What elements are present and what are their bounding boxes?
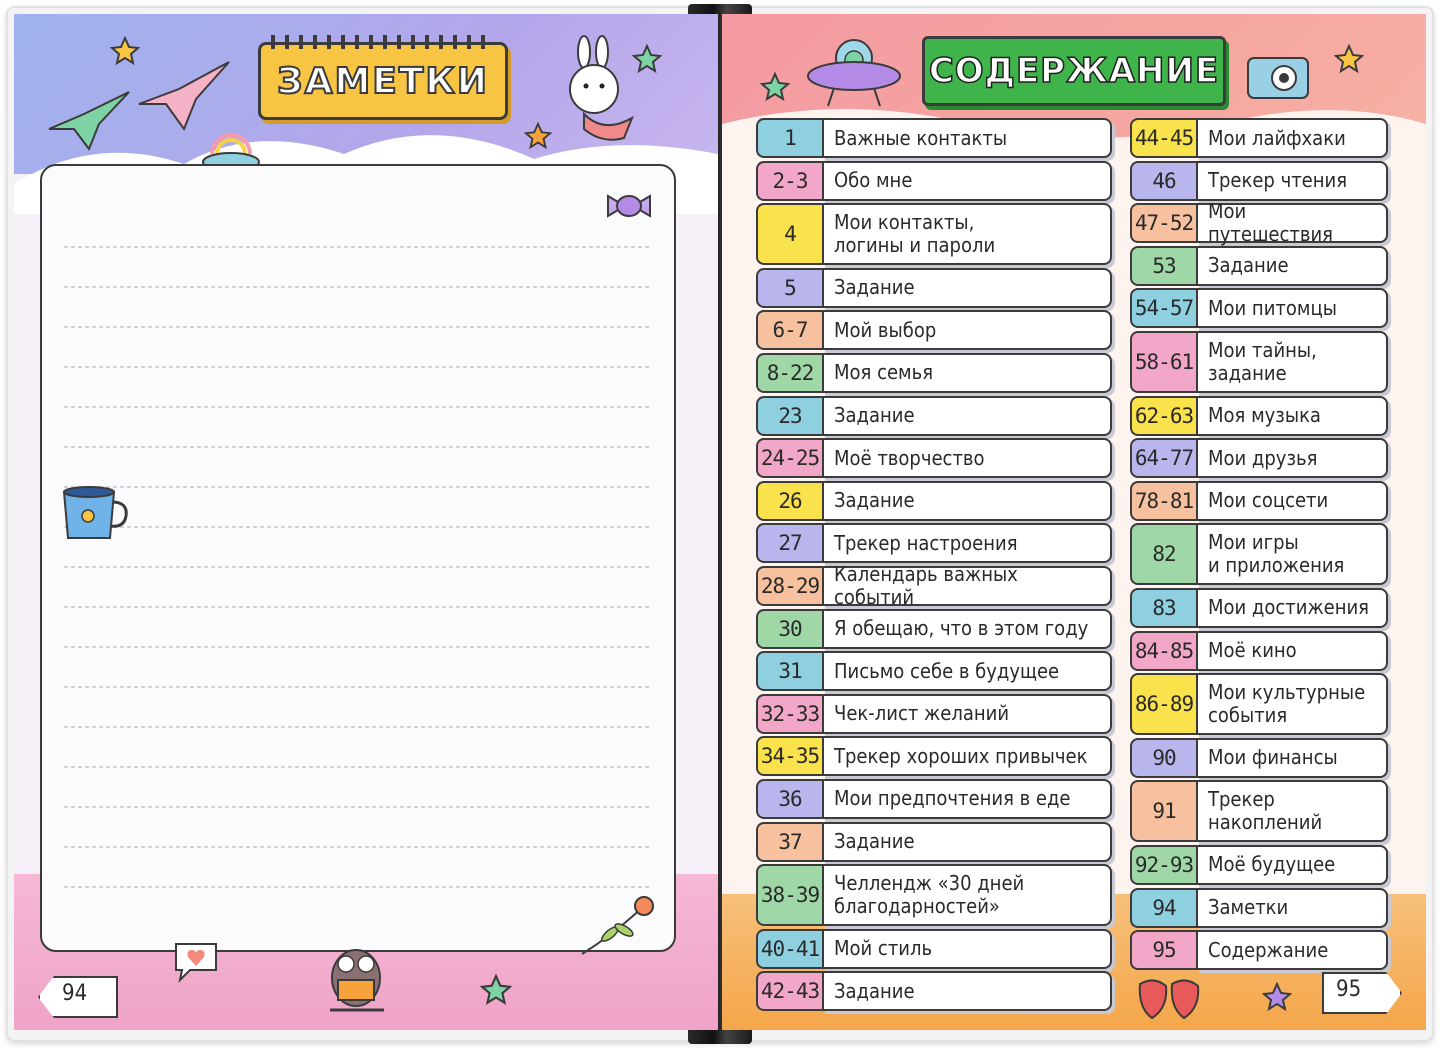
toc-page-number: 5 xyxy=(756,268,822,308)
toc-entry-label: Задание xyxy=(834,829,915,853)
toc-page-number: 64-77 xyxy=(1130,438,1196,478)
toc-entry-label-box xyxy=(1196,118,1388,158)
toc-entry[interactable] xyxy=(1130,396,1388,436)
toc-page-number: 27 xyxy=(756,523,822,563)
toc-entry-label: Задание xyxy=(834,978,915,1003)
contents-column-left xyxy=(756,118,1112,1014)
toc-page-number: 86-89 xyxy=(1130,673,1196,735)
contents-title-tag xyxy=(922,36,1226,106)
toc-entry-label-box xyxy=(822,561,1112,609)
toc-entry[interactable] xyxy=(1130,438,1388,478)
toc-entry-label-box xyxy=(1196,288,1388,328)
toc-entry-label-box xyxy=(822,971,1112,1011)
toc-entry-label: Мои питомцы xyxy=(1208,295,1337,320)
toc-page-number: 24-25 xyxy=(756,438,822,478)
toc-page-number: 92-93 xyxy=(1130,845,1196,885)
paper-crane-green-icon xyxy=(44,84,134,154)
toc-entry-label: Обо мне xyxy=(834,168,913,193)
toc-entry-label: Трекер накоплений xyxy=(1208,787,1323,835)
toc-entry[interactable] xyxy=(756,864,1112,926)
toc-entry[interactable] xyxy=(756,523,1112,563)
toc-entry[interactable] xyxy=(756,481,1112,521)
toc-page-number: 23 xyxy=(756,396,822,436)
toc-entry-label: Письмо себе в будущее xyxy=(834,658,1060,683)
toc-entry-label: Моё творчество xyxy=(834,445,985,470)
toc-page-number: 1 xyxy=(756,118,822,158)
toc-entry[interactable] xyxy=(756,822,1112,862)
toc-entry[interactable] xyxy=(1130,673,1388,735)
toc-entry[interactable] xyxy=(756,779,1112,819)
toc-entry[interactable] xyxy=(756,161,1112,201)
toc-entry[interactable] xyxy=(1130,780,1388,842)
toc-page-number: 84-85 xyxy=(1130,631,1196,671)
toc-page-number: 28-29 xyxy=(756,566,822,606)
toc-entry-label: Челлендж «30 дней благодарностей» xyxy=(834,871,1025,919)
toc-entry-label: Мои игры и приложения xyxy=(1208,530,1345,578)
toc-entry[interactable] xyxy=(1130,588,1388,628)
toc-page-number: 95 xyxy=(1130,930,1196,970)
page-number-tab xyxy=(1322,972,1402,1014)
contents-page xyxy=(722,14,1426,1030)
toc-entry[interactable] xyxy=(1130,523,1388,585)
notes-area[interactable] xyxy=(40,164,676,952)
toc-entry-label-box xyxy=(822,609,1112,649)
toc-entry-label-box xyxy=(1196,481,1388,521)
toc-entry-label: Заметки xyxy=(1208,895,1289,919)
toc-entry-label-box xyxy=(822,779,1112,819)
toc-entry-label: Мои соцсети xyxy=(1208,488,1329,513)
toc-page-number: 44-45 xyxy=(1130,118,1196,158)
toc-entry-label-box xyxy=(822,203,1112,265)
toc-entry-label-box xyxy=(822,353,1112,393)
toc-entry[interactable] xyxy=(756,609,1112,649)
heart-bubble-icon xyxy=(170,938,222,984)
toc-entry-label-box xyxy=(822,118,1112,158)
toc-entry-label-box xyxy=(822,161,1112,201)
toc-entry-label: Я обещаю, что в этом году xyxy=(834,616,1089,641)
toc-entry-label: Календарь важных событий xyxy=(834,561,1018,609)
toc-entry-label-box xyxy=(1196,331,1388,393)
toc-entry-label-box xyxy=(822,929,1112,969)
toc-entry-label-box xyxy=(1196,738,1388,778)
toc-entry[interactable] xyxy=(756,651,1112,691)
toc-entry[interactable] xyxy=(756,118,1112,158)
toc-page-number: 42-43 xyxy=(756,971,822,1011)
toc-page-number: 82 xyxy=(1130,523,1196,585)
toc-entry[interactable] xyxy=(1130,118,1388,158)
toc-entry-label: Мой выбор xyxy=(834,317,937,342)
page-title: СОДЕРЖАНИЕ xyxy=(928,51,1220,91)
toc-entry[interactable] xyxy=(1130,331,1388,393)
toc-entry-label-box xyxy=(1196,780,1388,842)
toc-entry-label: Задание xyxy=(834,275,915,300)
star-icon xyxy=(1262,982,1292,1012)
toc-page-number: 31 xyxy=(756,651,822,691)
toc-entry[interactable] xyxy=(1130,845,1388,885)
toc-entry[interactable] xyxy=(756,561,1112,609)
camera-icon xyxy=(1244,46,1312,102)
toc-entry-label: Мои предпочтения в еде xyxy=(834,786,1071,811)
toc-entry-label: Моё будущее xyxy=(1208,852,1336,877)
toc-entry-label: Трекер хороших привычек xyxy=(834,743,1088,768)
toc-entry-label-box xyxy=(822,396,1112,436)
toc-entry-label: Задание xyxy=(834,488,915,513)
toc-entry-label-box xyxy=(1196,588,1388,628)
toc-page-number: 38-39 xyxy=(756,864,822,926)
toc-entry-label-box xyxy=(822,438,1112,478)
toc-entry-label-box xyxy=(822,694,1112,734)
paper-crane-pink-icon xyxy=(134,54,234,134)
toc-page-number: 6-7 xyxy=(756,310,822,350)
toc-entry[interactable] xyxy=(1130,481,1388,521)
toc-entry-label: Чек-лист желаний xyxy=(834,701,1010,726)
toc-page-number: 58-61 xyxy=(1130,331,1196,393)
toc-page-number: 54-57 xyxy=(1130,288,1196,328)
toc-page-number: 91 xyxy=(1130,780,1196,842)
toc-entry[interactable] xyxy=(756,438,1112,478)
toc-entry[interactable] xyxy=(756,736,1112,776)
star-icon xyxy=(1334,44,1364,74)
toc-page-number: 4 xyxy=(756,203,822,265)
toc-entry-label: Содержание xyxy=(1208,937,1329,962)
toc-entry-label: Трекер настроения xyxy=(834,530,1018,555)
toc-entry-label: Моя семья xyxy=(834,360,934,385)
toc-page-number: 62-63 xyxy=(1130,396,1196,436)
toc-entry-label: Мои контакты, логины и пароли xyxy=(834,210,996,258)
toc-entry-label-box xyxy=(822,523,1112,563)
toc-entry-label: Моё кино xyxy=(1208,638,1297,663)
star-icon xyxy=(760,72,790,102)
contents-column-right xyxy=(1130,118,1388,973)
toc-entry-label-box xyxy=(1196,631,1388,671)
star-icon xyxy=(480,974,512,1006)
toc-entry-label-box xyxy=(1196,930,1388,970)
toc-entry-label-box xyxy=(822,268,1112,308)
bunny-mermaid-icon xyxy=(554,34,634,144)
toc-entry[interactable] xyxy=(1130,930,1388,970)
toc-entry-label: Мои финансы xyxy=(1208,745,1338,770)
toc-entry[interactable] xyxy=(756,353,1112,393)
toc-entry-label-box xyxy=(1196,246,1388,286)
toc-page-number: 37 xyxy=(756,822,822,862)
toc-entry[interactable] xyxy=(756,929,1112,969)
toc-page-number: 46 xyxy=(1130,161,1196,201)
toc-entry[interactable] xyxy=(756,694,1112,734)
page-number: 94 xyxy=(62,981,88,1006)
toc-entry-label-box xyxy=(1196,438,1388,478)
toc-entry[interactable] xyxy=(1130,246,1388,286)
toc-entry-label-box xyxy=(1196,199,1388,247)
toc-entry-label-box xyxy=(1196,673,1388,735)
toc-page-number: 30 xyxy=(756,609,822,649)
toc-entry-label-box xyxy=(822,736,1112,776)
toc-entry-label-box xyxy=(822,481,1112,521)
ufo-icon xyxy=(804,26,904,112)
notes-lines xyxy=(64,208,652,924)
toc-page-number: 90 xyxy=(1130,738,1196,778)
toc-entry-label-box xyxy=(1196,396,1388,436)
toc-entry-label-box xyxy=(1196,161,1388,201)
toc-page-number: 36 xyxy=(756,779,822,819)
toc-page-number: 47-52 xyxy=(1130,203,1196,243)
toc-entry-label: Мои путешествия xyxy=(1208,199,1333,247)
toc-page-number: 40-41 xyxy=(756,929,822,969)
notes-title-tag xyxy=(258,42,508,120)
toc-entry-label-box xyxy=(1196,523,1388,585)
toc-entry-label: Мои тайны, задание xyxy=(1208,337,1317,385)
toc-page-number: 78-81 xyxy=(1130,481,1196,521)
toc-entry-label-box xyxy=(822,310,1112,350)
toc-entry[interactable] xyxy=(756,203,1112,265)
toc-entry[interactable] xyxy=(756,971,1112,1011)
toc-page-number: 34-35 xyxy=(756,736,822,776)
toc-entry[interactable] xyxy=(1130,888,1388,928)
toc-entry-label: Моя музыка xyxy=(1208,403,1321,428)
toc-entry-label: Мои культурные события xyxy=(1208,680,1366,728)
toc-entry-label: Задание xyxy=(1208,253,1289,278)
toc-entry-label-box xyxy=(822,651,1112,691)
toc-entry-label: Мой стиль xyxy=(834,936,933,961)
candy-icon xyxy=(606,188,652,224)
toc-page-number: 32-33 xyxy=(756,694,822,734)
page-title: ЗАМЕТКИ xyxy=(277,60,489,102)
page-number: 95 xyxy=(1336,977,1362,1002)
mug-icon xyxy=(58,482,130,544)
toc-entry-label-box xyxy=(1196,888,1388,928)
toc-page-number: 8-22 xyxy=(756,353,822,393)
toc-entry-label: Трекер чтения xyxy=(1208,168,1348,193)
owl-reading-icon xyxy=(326,936,386,1020)
toc-page-number: 26 xyxy=(756,481,822,521)
toc-page-number: 2-3 xyxy=(756,161,822,201)
toc-page-number: 94 xyxy=(1130,888,1196,928)
notes-page xyxy=(14,14,718,1030)
toc-entry[interactable] xyxy=(756,268,1112,308)
toc-entry[interactable] xyxy=(756,396,1112,436)
star-icon xyxy=(524,122,552,150)
flower-branch-icon xyxy=(574,894,654,960)
toc-entry-label: Мои друзья xyxy=(1208,445,1318,470)
toc-entry-label-box xyxy=(822,822,1112,862)
toc-entry-label-box xyxy=(1196,845,1388,885)
toc-page-number: 53 xyxy=(1130,246,1196,286)
strawberries-icon xyxy=(1132,972,1208,1022)
toc-entry[interactable] xyxy=(1130,199,1388,247)
toc-entry-label: Важные контакты xyxy=(834,125,1008,150)
toc-entry[interactable] xyxy=(1130,631,1388,671)
toc-entry[interactable] xyxy=(1130,738,1388,778)
toc-entry-label: Задание xyxy=(834,403,915,428)
toc-entry[interactable] xyxy=(1130,288,1388,328)
toc-entry-label: Мои лайфхаки xyxy=(1208,125,1346,150)
toc-entry[interactable] xyxy=(1130,161,1388,201)
star-icon xyxy=(632,44,662,74)
toc-entry-label: Мои достижения xyxy=(1208,595,1370,620)
toc-entry-label-box xyxy=(822,864,1112,926)
toc-entry[interactable] xyxy=(756,310,1112,350)
toc-page-number: 83 xyxy=(1130,588,1196,628)
